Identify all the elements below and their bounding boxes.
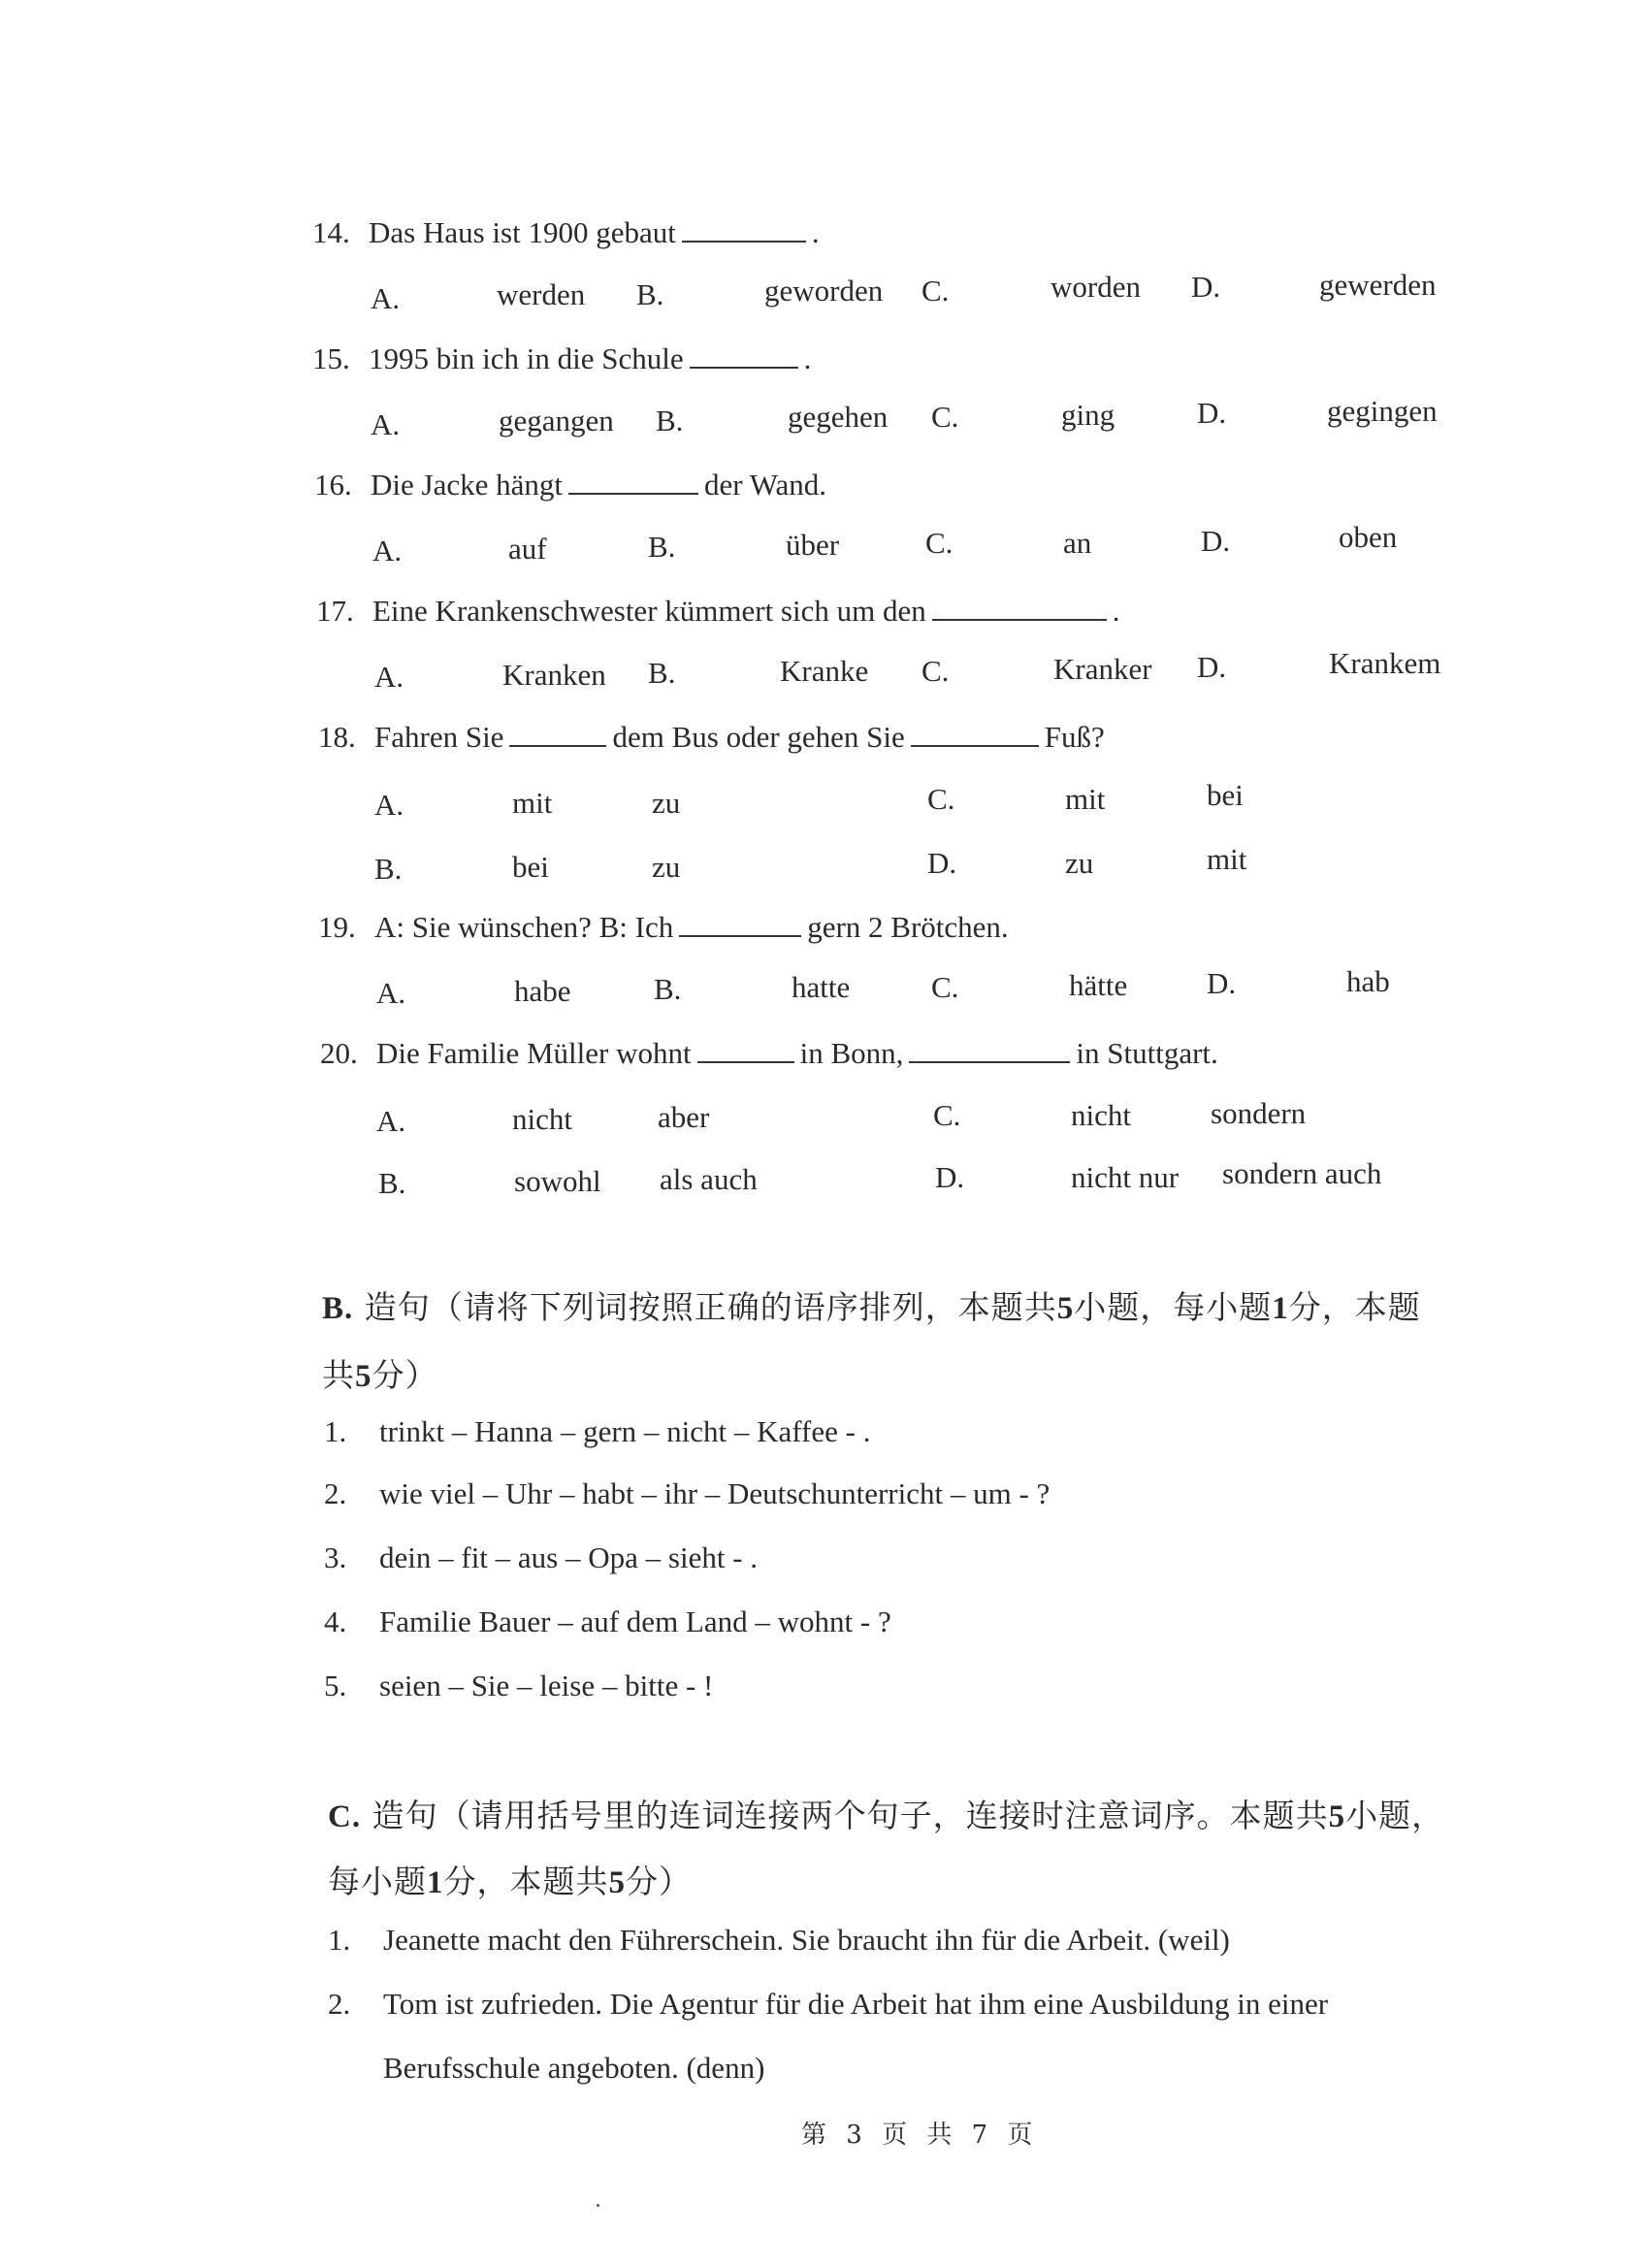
question-text: gern 2 Brötchen. xyxy=(807,910,1009,944)
option-text: gegehen xyxy=(788,400,889,434)
question-text: . xyxy=(803,341,812,375)
section-b-item xyxy=(324,1604,891,1639)
option-text: Krankem xyxy=(1329,646,1441,680)
option-text: hätte xyxy=(1069,968,1128,1002)
option-word-1: mit xyxy=(512,786,553,820)
section-b-item xyxy=(324,1540,758,1575)
option-text: an xyxy=(1063,526,1092,560)
option-letter: C. xyxy=(933,1098,961,1132)
question-text: A: Sie wünschen? B: Ich xyxy=(374,910,674,944)
item-number: 4. xyxy=(324,1604,347,1638)
question-17 xyxy=(316,594,1120,629)
option-text: über xyxy=(786,528,840,562)
question-number: 18. xyxy=(318,720,356,754)
question-text: Fahren Sie xyxy=(374,720,504,754)
option-letter: A. xyxy=(371,281,401,315)
option-letter: D. xyxy=(927,846,957,880)
option-letter: D. xyxy=(1201,524,1231,558)
option-letter: A. xyxy=(374,788,404,822)
scan-speck xyxy=(597,2204,599,2207)
section-letter: C. xyxy=(328,1799,362,1834)
option-word-2: als auch xyxy=(660,1162,758,1196)
option-word-1: nicht xyxy=(1071,1098,1131,1132)
option-text: hatte xyxy=(792,970,851,1004)
option-letter: B. xyxy=(374,852,403,886)
option-letter: C. xyxy=(925,526,954,560)
section-total: 5 xyxy=(608,1865,626,1900)
question-number: 19. xyxy=(318,910,356,944)
section-c-item xyxy=(328,1987,1328,2022)
section-c-heading xyxy=(328,1791,1444,1836)
option-word-2: aber xyxy=(658,1100,710,1134)
answer-blank xyxy=(690,343,798,369)
question-15 xyxy=(312,341,811,376)
option-word-1: zu xyxy=(1065,846,1094,880)
section-instruction: 分，本题 xyxy=(1288,1288,1421,1326)
answer-blank xyxy=(911,722,1039,747)
option-letter: A. xyxy=(372,534,403,567)
option-letter: A. xyxy=(374,660,404,694)
option-word-1: nicht xyxy=(512,1102,572,1136)
section-c-heading-cont xyxy=(328,1857,692,1902)
question-number: 17. xyxy=(316,594,354,628)
option-word-2: mit xyxy=(1207,842,1247,876)
section-letter: B. xyxy=(322,1291,354,1326)
option-letter: B. xyxy=(648,656,676,690)
option-word-1: nicht nur xyxy=(1071,1160,1180,1194)
option-word-2: sondern auch xyxy=(1222,1156,1382,1190)
question-text: Die Familie Müller wohnt xyxy=(376,1036,692,1070)
section-instruction: 每小题 xyxy=(328,1863,427,1900)
question-text: in Stuttgart. xyxy=(1076,1036,1218,1070)
question-text: . xyxy=(1112,594,1120,628)
question-text: in Bonn, xyxy=(799,1036,904,1070)
option-letter: D. xyxy=(1197,396,1227,430)
option-letter: A. xyxy=(371,407,401,441)
question-text: Fuß? xyxy=(1044,720,1105,754)
option-letter: D. xyxy=(1197,650,1227,684)
section-instruction: 分） xyxy=(626,1863,692,1900)
question-text: dem Bus oder gehen Sie xyxy=(612,720,905,754)
option-text: werden xyxy=(497,277,586,311)
option-word-1: sowohl xyxy=(514,1164,601,1198)
item-text: Jeanette macht den Führerschein. Sie braucht ihn für die Arbeit. (weil) xyxy=(383,1923,1230,1957)
page-number: 第 3 页 共 7 页 xyxy=(801,2121,1039,2150)
answer-blank xyxy=(682,217,806,243)
option-word-2: zu xyxy=(652,850,681,884)
item-text: Tom ist zufrieden. Die Agentur für die Arbeit hat ihm eine Ausbildung in einer xyxy=(383,1987,1329,2021)
section-b-heading xyxy=(322,1282,1421,1328)
answer-blank xyxy=(909,1038,1070,1063)
section-count: 5 xyxy=(1328,1799,1346,1834)
option-text: auf xyxy=(508,532,547,566)
question-20 xyxy=(320,1036,1218,1071)
answer-blank xyxy=(932,596,1107,621)
section-b-item xyxy=(324,1669,713,1703)
option-letter: C. xyxy=(922,274,950,308)
section-points: 1 xyxy=(1272,1291,1289,1326)
option-text: gewerden xyxy=(1319,268,1437,302)
option-word-2: bei xyxy=(1207,778,1244,812)
answer-blank xyxy=(509,722,606,747)
option-text: hab xyxy=(1346,964,1390,998)
answer-blank xyxy=(679,912,801,937)
section-count: 5 xyxy=(1056,1291,1075,1326)
question-16 xyxy=(314,468,826,502)
item-text: seien – Sie – leise – bitte - ! xyxy=(379,1669,714,1702)
section-c-item xyxy=(328,1923,1230,1958)
option-letter: C. xyxy=(922,654,950,688)
question-number: 20. xyxy=(320,1036,358,1070)
question-text: Das Haus ist 1900 gebaut xyxy=(369,215,676,249)
section-instruction: 分，本题共 xyxy=(443,1863,609,1900)
question-text: Eine Krankenschwester kümmert sich um den xyxy=(372,594,926,628)
option-letter: C. xyxy=(931,970,959,1004)
option-letter: B. xyxy=(636,277,664,311)
option-text: habe xyxy=(514,974,571,1008)
question-number: 15. xyxy=(312,341,350,375)
section-instruction: 造句（请将下列词按照正确的语序排列，本题共 xyxy=(364,1288,1057,1326)
question-number: 14. xyxy=(312,215,350,249)
option-word-2: sondern xyxy=(1211,1096,1307,1130)
section-total: 5 xyxy=(355,1359,372,1394)
item-text: wie viel – Uhr – habt – ihr – Deutschunterricht – um - ? xyxy=(379,1476,1051,1510)
section-c-item-cont: Berufsschule angeboten. (denn) xyxy=(383,2051,765,2085)
option-word-1: bei xyxy=(512,850,549,884)
option-letter: D. xyxy=(1191,270,1221,304)
option-word-1: mit xyxy=(1065,782,1106,816)
option-text: geworden xyxy=(764,274,884,308)
question-text: . xyxy=(811,215,820,249)
option-text: Kranke xyxy=(780,654,869,688)
option-text: gegingen xyxy=(1327,394,1438,428)
option-word-2: zu xyxy=(652,786,681,820)
item-text: dein – fit – aus – Opa – sieht - . xyxy=(379,1540,759,1574)
section-instruction: 小题， xyxy=(1345,1797,1445,1834)
section-instruction: 共 xyxy=(322,1356,355,1394)
option-text: oben xyxy=(1339,520,1398,554)
answer-blank xyxy=(697,1038,794,1063)
option-letter: D. xyxy=(935,1160,965,1194)
question-number: 16. xyxy=(314,468,352,502)
option-letter: D. xyxy=(1207,966,1237,1000)
answer-blank xyxy=(568,470,698,495)
item-number: 5. xyxy=(324,1669,347,1702)
item-number: 2. xyxy=(324,1476,347,1510)
option-text: ging xyxy=(1061,398,1116,432)
option-text: Kranker xyxy=(1053,652,1152,686)
question-text: 1995 bin ich in die Schule xyxy=(369,341,684,375)
option-letter: B. xyxy=(654,972,682,1006)
option-text: gegangen xyxy=(499,404,614,437)
question-19 xyxy=(318,910,1009,945)
section-points: 1 xyxy=(427,1865,444,1900)
section-instruction: 造句（请用括号里的连词连接两个句子，连接时注意词序。本题共 xyxy=(372,1797,1329,1834)
section-b-heading-cont xyxy=(322,1350,438,1396)
item-text: Familie Bauer – auf dem Land – wohnt - ? xyxy=(379,1604,891,1638)
item-number: 2. xyxy=(328,1987,351,2021)
option-letter: A. xyxy=(376,1104,406,1138)
option-letter: B. xyxy=(656,404,684,437)
item-number: 3. xyxy=(324,1540,347,1574)
option-letter: A. xyxy=(376,976,406,1010)
item-number: 1. xyxy=(324,1414,347,1448)
section-instruction: 分） xyxy=(372,1356,438,1394)
item-number: 1. xyxy=(328,1923,351,1957)
option-letter: C. xyxy=(931,400,959,434)
question-text: Die Jacke hängt xyxy=(371,468,563,502)
option-text: worden xyxy=(1051,270,1141,304)
option-letter: C. xyxy=(927,782,955,816)
question-18 xyxy=(318,720,1105,755)
section-instruction: 小题，每小题 xyxy=(1074,1288,1273,1326)
question-text: der Wand. xyxy=(703,468,827,502)
question-14 xyxy=(312,215,820,250)
section-b-item xyxy=(324,1414,870,1449)
option-text: Kranken xyxy=(502,658,606,692)
option-letter: B. xyxy=(378,1166,406,1200)
option-letter: B. xyxy=(648,530,676,564)
item-text: trinkt – Hanna – gern – nicht – Kaffee - . xyxy=(379,1414,871,1448)
section-b-item xyxy=(324,1476,1050,1511)
